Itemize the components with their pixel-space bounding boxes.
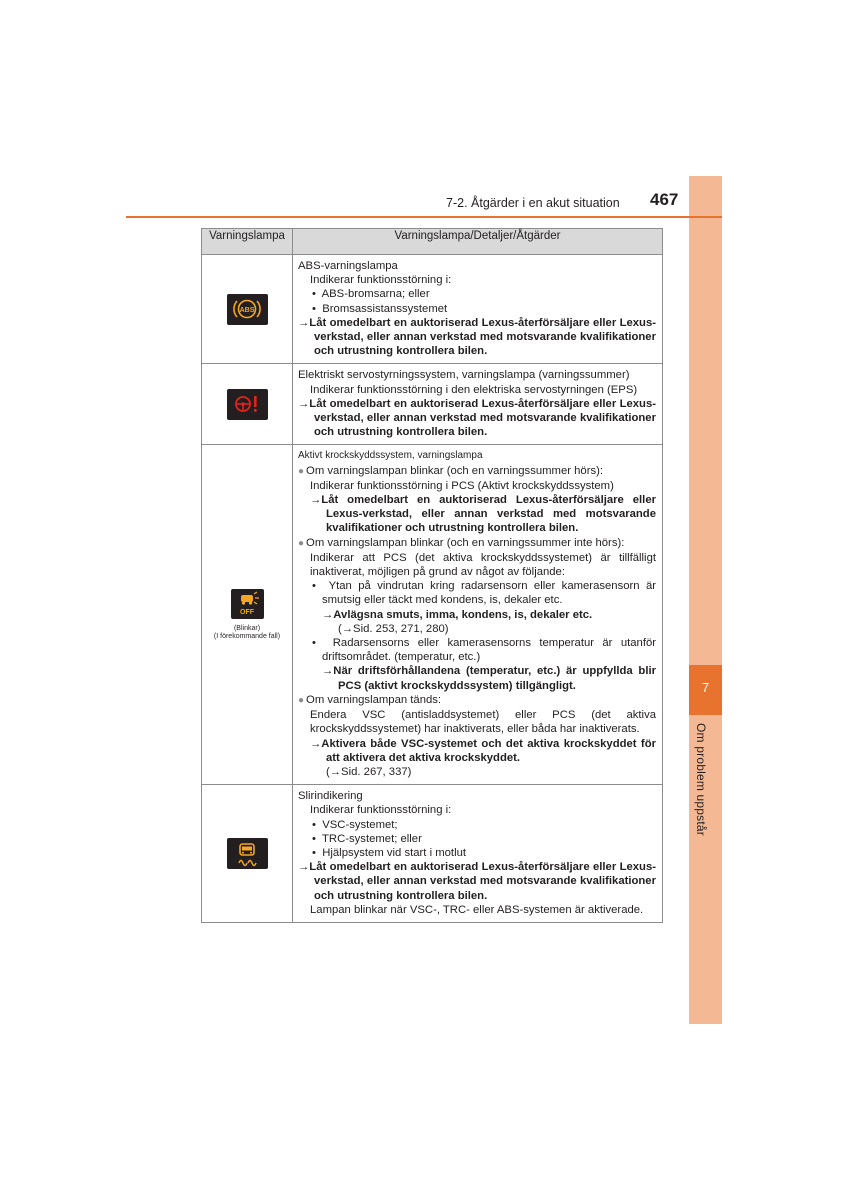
page-number: 467: [650, 190, 679, 209]
table-row: [202, 255, 663, 364]
header-rule: [126, 216, 722, 218]
table-row: [202, 445, 663, 785]
list-item: • Bromsassistanssystemet: [312, 302, 448, 315]
icon-cell: [202, 255, 293, 364]
action-text: →När driftsförhållandena (temperatur, etc.) är uppfyllda blir PCS (aktivt krockskyddssystem) tillgängligt.: [322, 665, 656, 692]
row-text: Indikerar funktionsstörning i:: [310, 274, 452, 287]
column-header-details: Varningslampa/Detaljer/Åtgärder: [293, 229, 663, 255]
details-cell: [293, 255, 663, 364]
slip-indicator-icon: [227, 838, 268, 869]
condition-item: ● Om varningslampan blinkar (och en varningssummer hörs):: [298, 464, 656, 479]
list-item: • ABS-bromsarna; eller: [312, 288, 430, 301]
section-title: 7-2. Åtgärder i en akut situation: [446, 196, 620, 210]
action-text: →Avlägsna smuts, imma, kondens, is, dekaler etc.: [322, 608, 593, 621]
list-item: • Radarsensorns eller kamerasensorns temperatur är utanför driftsområdet. (temperatur, etc.): [312, 637, 657, 664]
row-title: ABS-varningslampa: [298, 260, 398, 272]
svg-text:OFF: OFF: [240, 608, 254, 616]
table-header-row: [202, 229, 663, 255]
list-item: • Ytan på vindrutan kring radarsensorn eller kamerasensorn är smutsig eller täckt med kondens, is, dekaler etc.: [312, 580, 656, 607]
chapter-number: 7: [689, 665, 722, 715]
column-header-lamp: Varningslampa: [202, 229, 293, 255]
details-cell: [293, 445, 663, 785]
row-text: Indikerar att PCS (det aktiva krockskyddssystemet) är tillfälligt inaktiverat, möjligen på grund av något av följande:: [310, 551, 656, 579]
table-row: [202, 364, 663, 445]
icon-caption: (Blinkar) (I förekommande fall): [213, 624, 281, 640]
icon-cell: [202, 364, 293, 445]
icon-cell: [202, 785, 293, 923]
abs-warning-icon: [227, 294, 268, 325]
list-item: • Hjälpsystem vid start i motlut: [312, 846, 466, 859]
condition-item: ● Om varningslampan blinkar (och en varningssummer inte hörs):: [298, 536, 656, 551]
condition-item: ● Om varningslampan tänds:: [298, 693, 656, 708]
row-text: Indikerar funktionsstörning i:: [310, 804, 452, 817]
list-item: • VSC-systemet;: [312, 818, 398, 831]
list-item: • TRC-systemet; eller: [312, 832, 422, 845]
row-text: Indikerar funktionsstörning i den elektriska servostyrningen (EPS): [310, 383, 638, 396]
eps-warning-icon: [227, 389, 268, 420]
row-title: Aktivt krockskyddssystem, varningslampa: [298, 450, 483, 462]
action-text: →Låt omedelbart en auktoriserad Lexus-återförsäljare eller Lexus-verkstad, eller annan verkstad med motsvarande kvalifikationer och utrustning kontrollera bilen.: [310, 494, 656, 535]
row-title: Slirindikering: [298, 790, 363, 803]
action-text: →Aktivera både VSC-systemet och det aktiva krockskyddet för att aktivera det aktiva krockskyddet.: [310, 737, 656, 764]
svg-text:ABS: ABS: [239, 307, 255, 315]
chapter-side-tab: [689, 176, 722, 1024]
row-text: Endera VSC (antisladdsystemet) eller PCS (det aktiva krockskyddssystemet) har inaktiverats, eller båda har inaktiverats.: [310, 709, 656, 736]
details-cell: [293, 785, 663, 923]
pcs-off-icon: [231, 589, 264, 619]
row-text: Indikerar funktionsstörning i PCS (Aktivt krockskyddssystem): [310, 479, 614, 492]
table-row: [202, 785, 663, 923]
details-cell: [293, 364, 663, 445]
action-text: →Låt omedelbart en auktoriserad Lexus-återförsäljare eller Lexus-verkstad, eller annan verkstad med motsvarande kvalifikationer och utrustning kontrollera bilen.: [298, 861, 656, 902]
action-text: →Låt omedelbart en auktoriserad Lexus-återförsäljare eller Lexus-verkstad, eller annan verkstad med motsvarande kvalifikationer och utrustning kontrollera bilen.: [298, 397, 656, 439]
action-text: →Låt omedelbart en auktoriserad Lexus-återförsäljare eller Lexus-verkstad, eller annan verkstad med motsvarande kvalifikationer och utrustning kontrollera bilen.: [298, 316, 656, 358]
row-title: Elektriskt servostyrningssystem, varningslampa (varningssummer): [298, 369, 630, 382]
page-reference: (→Sid. 253, 271, 280): [338, 622, 449, 635]
icon-cell: [202, 445, 293, 785]
chapter-label: Om problem uppstår: [694, 723, 708, 836]
row-note: Lampan blinkar när VSC-, TRC- eller ABS-systemen är aktiverade.: [310, 903, 644, 916]
warning-lights-table: [201, 228, 663, 923]
page-reference: (→Sid. 267, 337): [326, 765, 412, 778]
